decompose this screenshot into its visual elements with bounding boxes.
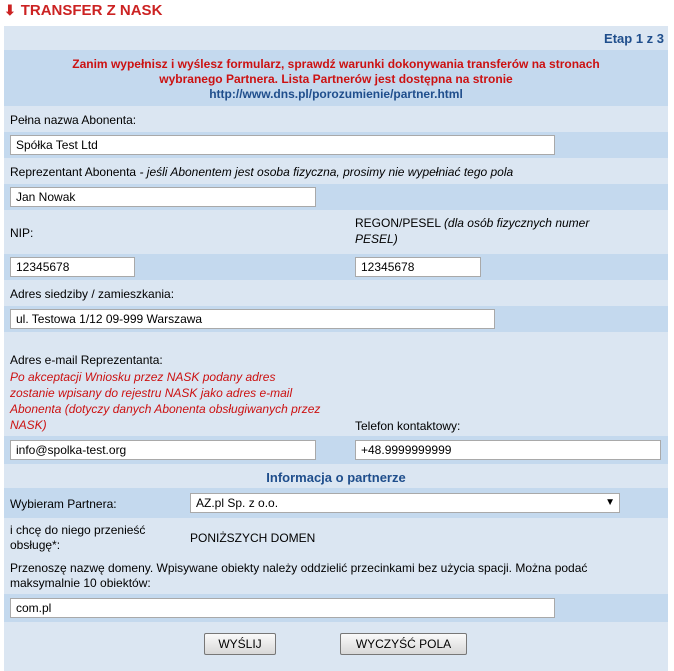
step-indicator: Etap 1 z 3 xyxy=(604,31,664,46)
partner-label: Wybieram Partnera: xyxy=(10,497,117,511)
email-note-line-4: NASK) xyxy=(10,418,47,432)
chevron-down-icon: ▼ xyxy=(605,497,615,508)
email-phone-label-row xyxy=(4,332,668,436)
full-name-input[interactable]: Spółka Test Ltd xyxy=(10,135,555,155)
address-input[interactable]: ul. Testowa 1/12 09-999 Warszawa xyxy=(10,309,495,329)
regon-note-line-2-wrap xyxy=(355,232,398,246)
regon-input[interactable]: 12345678 xyxy=(355,257,481,277)
nip-label: NIP: xyxy=(10,226,34,240)
regon-label xyxy=(355,216,589,230)
address-label-row xyxy=(4,280,668,306)
nip-regon-label-row xyxy=(4,210,668,254)
clear-button[interactable]: WYCZYŚĆ POLA xyxy=(340,633,467,655)
regon-note-line-1: (dla osób fizycznych numer xyxy=(443,216,590,230)
domains-input[interactable]: com.pl xyxy=(10,598,555,618)
address-label: Adres siedziby / zamieszkania: xyxy=(10,287,175,301)
partner-row xyxy=(4,488,668,518)
partner-section-header xyxy=(4,464,668,488)
representative-label-row xyxy=(4,158,668,184)
nip-regon-input-row xyxy=(4,254,668,280)
address-input-row xyxy=(4,306,668,332)
full-name-label: Pełna nazwa Abonenta: xyxy=(10,113,137,127)
arrow-down-icon: ⬇ xyxy=(4,2,16,18)
intro-line-1: Zanim wypełnisz i wyślesz formularz, sprawdź warunki dokonywania transferów na stronach xyxy=(72,57,600,71)
email-phone-input-row xyxy=(4,436,668,464)
email-label: Adres e-mail Reprezentanta: xyxy=(10,353,163,367)
transfer-form xyxy=(4,26,668,671)
representative-input[interactable]: Jan Nowak xyxy=(10,187,316,207)
transfer-label-line-1: i chcę do niego przenieść xyxy=(10,523,146,537)
partner-section-title: Informacja o partnerze xyxy=(266,470,406,485)
step-band xyxy=(4,26,668,50)
phone-label: Telefon kontaktowy: xyxy=(355,419,461,433)
phone-input[interactable]: +48.9999999999 xyxy=(355,440,661,460)
transfer-label-line-2: obsługę*: xyxy=(10,538,61,552)
domains-input-row xyxy=(4,594,668,622)
email-note-line-2: zostanie wpisany do rejestru NASK jako adres e-mail xyxy=(10,386,293,400)
representative-label-text: Reprezentant Abonenta xyxy=(10,165,137,179)
intro-line-2: wybranego Partnera. Lista Partnerów jest dostępna na stronie xyxy=(159,72,513,86)
page-title xyxy=(4,0,162,20)
partner-select[interactable] xyxy=(190,493,620,513)
page-title-text: TRANSFER Z NASK xyxy=(20,2,163,19)
full-name-label-row xyxy=(4,106,668,132)
transfer-value: PONIŻSZYCH DOMEN xyxy=(190,531,316,545)
representative-note: - jeśli Abonentem jest osoba fizyczna, prosimy nie wypełniać tego pola xyxy=(136,165,514,179)
email-note-line-3: Abonenta (dotyczy danych Abonenta obsługiwanych przez xyxy=(10,402,321,416)
domains-label-line-1: Przenoszę nazwę domeny. Wpisywane obiekty należy oddzielić przecinkami bez użycia spacji. Można podać xyxy=(10,561,588,575)
regon-note-line-2: PESEL) xyxy=(355,232,398,246)
partner-list-link[interactable]: http://www.dns.pl/porozumienie/partner.html xyxy=(209,87,463,101)
transfer-row xyxy=(4,518,668,556)
domains-label-line-2: maksymalnie 10 obiektów: xyxy=(10,576,151,590)
regon-label-text: REGON/PESEL xyxy=(355,216,441,230)
representative-label xyxy=(10,165,513,179)
submit-button[interactable]: WYŚLIJ xyxy=(204,633,276,655)
representative-input-row xyxy=(4,184,668,210)
full-name-input-row xyxy=(4,132,668,158)
intro-band xyxy=(4,50,668,106)
email-input[interactable]: info@spolka-test.org xyxy=(10,440,316,460)
domains-label-row xyxy=(4,556,668,594)
email-note-line-1: Po akceptacji Wniosku przez NASK podany adres xyxy=(10,370,276,384)
buttons-row xyxy=(4,622,668,671)
partner-select-value: AZ.pl Sp. z o.o. xyxy=(196,496,279,510)
nip-input[interactable]: 12345678 xyxy=(10,257,135,277)
